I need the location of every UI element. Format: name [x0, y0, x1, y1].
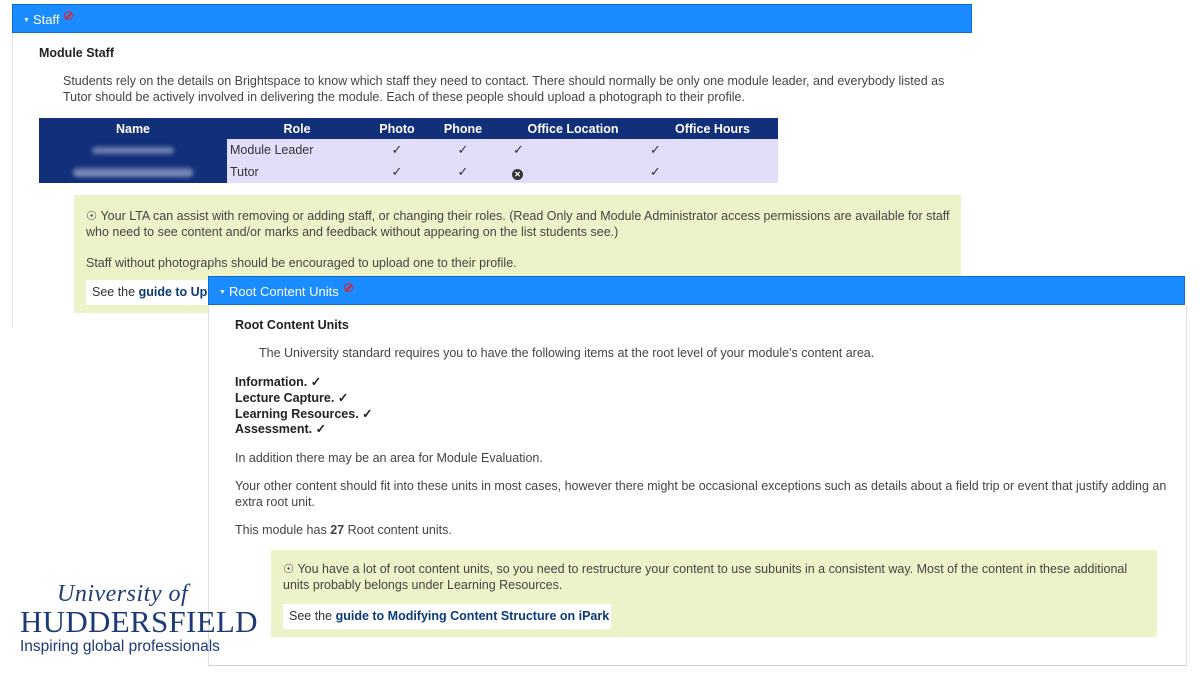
- see-the-label: See the: [92, 285, 136, 299]
- check-icon: ✓: [337, 391, 349, 405]
- phone-check-icon: ✓: [427, 161, 499, 183]
- see-the-label: See the: [289, 609, 333, 623]
- caret-down-icon: ▼: [219, 289, 226, 297]
- photo-check-icon: ✓: [367, 161, 427, 183]
- modifying-content-structure-guide-link[interactable]: guide to Modifying Content Structure on iPark: [335, 609, 610, 623]
- staff-photo-note: Staff without photographs should be encouraged to upload one to their profile.: [86, 256, 517, 270]
- module-staff-title: Module Staff: [39, 46, 114, 60]
- lightbulb-icon: ☉: [283, 562, 295, 576]
- unit-lecture-capture: Lecture Capture. ✓: [235, 391, 349, 405]
- photo-check-icon: ✓: [367, 139, 427, 161]
- root-panel-header-label: Root Content Units: [228, 284, 339, 299]
- office-hours-check-icon: ✓: [647, 139, 778, 161]
- staff-role: Module Leader: [227, 139, 367, 161]
- module-evaluation-text: In addition there may be an area for Module Evaluation.: [235, 451, 543, 465]
- root-count-text: This module has 27 Root content units.: [235, 523, 452, 537]
- staff-role: Tutor: [227, 161, 367, 183]
- check-icon: ✓: [362, 407, 373, 421]
- staff-intro-text: Students rely on the details on Brightspace to know which staff they need to contact. There should normally be only one module leader, and everybody listed as Tutor should be actively involved in delivering the module. Each of these people should upload a photograph to their profile.: [63, 74, 945, 104]
- unit-information: Information. ✓: [235, 375, 322, 389]
- table-row: [39, 139, 778, 161]
- staff-name-redacted[interactable]: [39, 161, 227, 183]
- col-header-office-hours: Office Hours: [647, 118, 778, 139]
- root-units-title: Root Content Units: [235, 318, 349, 332]
- col-header-role: Role: [227, 118, 367, 139]
- table-row: [39, 161, 778, 183]
- col-header-office-location: Office Location: [499, 118, 647, 139]
- university-logo: [20, 581, 258, 656]
- prohibited-icon: [64, 11, 73, 20]
- other-content-text: Your other content should fit into these units in most cases, however there might be occasional exceptions such as details about a field trip or event that justify adding an extra root unit.: [235, 479, 1167, 509]
- root-advice-note: [271, 550, 1157, 637]
- check-icon: ✓: [310, 375, 322, 389]
- unit-assessment: Assessment. ✓: [235, 422, 327, 436]
- root-note-text: You have a lot of root content units, so you need to restructure your content to use subunits in a consistent way. Most of the content in these additional units probably belongs under Learning Resources.: [283, 562, 1128, 592]
- staff-name-redacted: [39, 139, 227, 161]
- logo-huddersfield: HUDDERSFIELD: [20, 604, 258, 639]
- col-header-photo: Photo: [367, 118, 427, 139]
- staff-table: [39, 118, 778, 183]
- unit-learning-resources: Learning Resources. ✓: [235, 407, 373, 421]
- office-hours-check-icon: ✓: [647, 161, 778, 183]
- root-intro-text: The University standard requires you to have the following items at the root level of your module's content area.: [259, 346, 875, 360]
- office-location-check-icon: ✓: [499, 139, 647, 161]
- staff-note-text: Your LTA can assist with removing or adding staff, or changing their roles. (Read Only and Module Administrator access permissions are available for staff who need to see content and/or marks and feedback without appearing on the list students see.): [86, 209, 950, 239]
- staff-guide-link[interactable]: guide to Up: [138, 285, 208, 299]
- staff-guide-box: [86, 280, 208, 305]
- phone-check-icon: ✓: [427, 139, 499, 161]
- root-count-value: 27: [330, 523, 345, 537]
- col-header-phone: Phone: [427, 118, 499, 139]
- lightbulb-icon: ☉: [86, 209, 98, 223]
- logo-tagline: Inspiring global professionals: [20, 638, 220, 655]
- staff-panel-header[interactable]: [12, 4, 972, 33]
- root-content-panel-header[interactable]: [208, 276, 1185, 305]
- staff-table-header-row: [39, 118, 778, 139]
- caret-down-icon: ▼: [23, 17, 30, 25]
- logo-university-of: University of: [57, 581, 189, 607]
- col-header-name: Name: [39, 118, 227, 139]
- prohibited-icon: [344, 283, 353, 292]
- root-guide-box: [283, 604, 611, 629]
- staff-panel-header-label: Staff: [32, 12, 60, 27]
- check-icon: ✓: [315, 422, 327, 436]
- office-location-cross-icon: ✕: [499, 161, 647, 183]
